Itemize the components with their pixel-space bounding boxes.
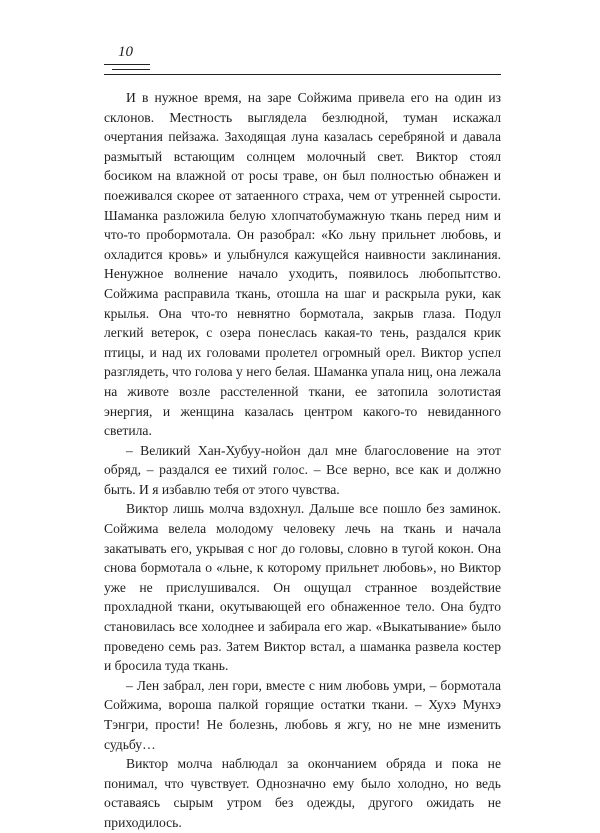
header-rule-short-bottom [112,69,150,70]
paragraph: – Великий Хан-Хубуу-нойон дал мне благословение на этот обряд, – раздался ее тихий голос. – Все верно, все как и должно быть. И я избавлю тебя от этого чувства. [104,442,501,497]
header-rule-short-top [104,64,150,65]
paragraph: Виктор молча наблюдал за окончанием обряда и пока не понимал, что чувствует. Однозначно ему было холодно, но ведь оставаясь сырым утром без одежды, другого ожидать не приходилось. [104,756,501,830]
paragraph: – Лен забрал, лен гори, вместе с ним любовь умри, – бормотала Сойжима, вороша палкой горящие остатки ткани. – Хухэ Мунхэ Тэнгри, прости! Не болезнь, любовь я жгу, но не мне изменить судьбу… [104,677,501,752]
page-number: 10 [118,44,133,60]
paragraph: И в нужное время, на заре Сойжима привела его на один из склонов. Местность выглядела безлюдной, туман искажал очертания пейзажа. Заходящая луна казалась серебряной и давала размытый встающим солнцем молочный свет. Виктор стоял босиком на влажной от росы траве, он был полностью обнажен и поеживался скорее от затаенного страха, чем от утренней сырости. Шаманка разложила белую хлопчатобумажную ткань перед ним и что-то пробормотала. Он разобрал: «Ко льну прильнет любовь, и охладится кровь» и улыбнулся кажущейся наивности заклинания. Ненужное волнение начало уходить, появилось любопытство. Сойжима расправила ткань, отошла на шаг и раскрыла руки, как крылья. Она что-то невнятно бормотала, закрыв глаза. Подул легкий ветерок, с озера понеслась какая-то тень, раздался крик птицы, и над их головами пролетел огромный орел. Виктор успел разглядеть, что голова у него белая. Шаманка упала ниц, она лежала на животе возле расстеленной ткани, ее затопила золотистая энергия, и женщина казалась центром какого-то невиданного светила. [104,90,501,439]
header-rule-long [104,74,501,75]
paragraph: Виктор лишь молча вздохнул. Дальше все пошло без заминок. Сойжима велела молодому человеку лечь на ткань и начала закатывать его, укрывая с ног до головы, словно в тугой кокон. Она снова бормотала о «льне, к которому прильнет любовь», но Виктор уже не прислушивался. Он ощущал странное воздействие прохладной ткани, окутывающей его обнаженное тело. Она будто становилась все холоднее и забирала его жар. «Выкатывание» было проведено семь раз. Затем Виктор встал, а шаманка развела костер и бросила туда ткань. [104,501,501,674]
body-text [104,88,501,833]
